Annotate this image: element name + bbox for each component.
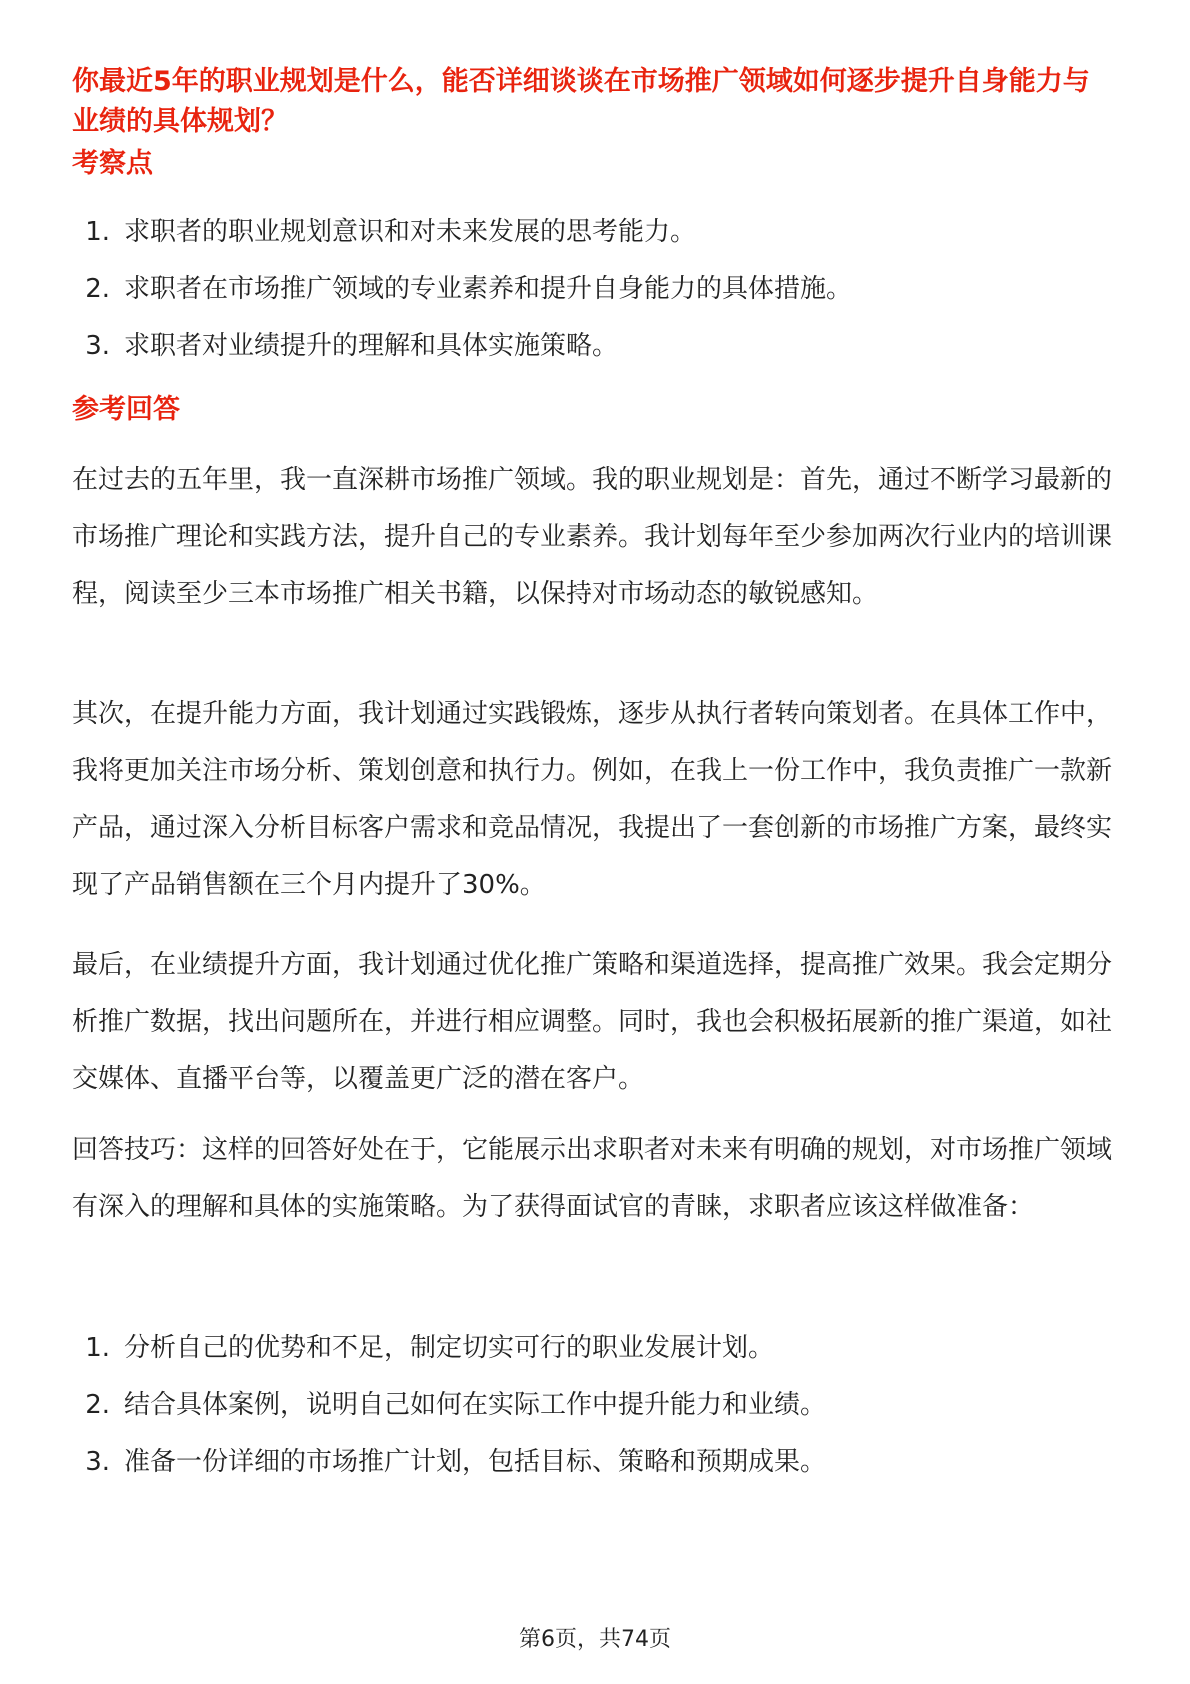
exam-points-title: 考察点 <box>72 148 153 179</box>
list-item <box>72 1328 1112 1385</box>
list-number: 1. <box>85 1333 110 1363</box>
list-number: 2. <box>85 1390 110 1420</box>
page-number: 第6页，共74页 <box>519 1627 671 1652</box>
exam-points-list <box>72 212 1112 383</box>
answer-paragraph: 在过去的五年里，我一直深耕市场推广领域。我的职业规划是：首先，通过不断学习最新的市场推广理论和实践方法，提升自己的专业素养。我计划每年至少参加两次行业内的培训课程，阅读至少三本市场推广相关书籍，以保持对市场动态的敏锐感知。 <box>72 465 1113 609</box>
tips-list <box>72 1328 1112 1499</box>
answer-paragraph: 其次，在提升能力方面，我计划通过实践锻炼，逐步从执行者转向策划者。在具体工作中，我将更加关注市场分析、策划创意和执行力。例如，在我上一份工作中，我负责推广一款新产品，通过深入分析目标客户需求和竞品情况，我提出了一套创新的市场推广方案，最终实现了产品销售额在三个月内提升了30%。 <box>72 699 1113 900</box>
reference-answer-title: 参考回答 <box>72 394 180 425</box>
list-item <box>72 326 1112 383</box>
list-number: 2. <box>85 274 110 304</box>
list-text: 准备一份详细的市场推广计划，包括目标、策略和预期成果。 <box>124 1447 827 1477</box>
list-item <box>72 269 1112 326</box>
list-number: 1. <box>85 217 110 247</box>
list-text: 求职者在市场推广领域的专业素养和提升自身能力的具体措施。 <box>124 274 853 304</box>
list-text: 求职者对业绩提升的理解和具体实施策略。 <box>124 331 619 361</box>
list-item <box>72 1385 1112 1442</box>
question-heading: 你最近5年的职业规划是什么，能否详细谈谈在市场推广领域如何逐步提升自身能力与业绩的具体规划？ <box>72 66 1090 137</box>
list-number: 3. <box>85 331 110 361</box>
list-number: 3. <box>85 1447 110 1477</box>
list-item <box>72 1442 1112 1499</box>
list-text: 结合具体案例，说明自己如何在实际工作中提升能力和业绩。 <box>124 1390 827 1420</box>
answer-tips-paragraph: 回答技巧：这样的回答好处在于，它能展示出求职者对未来有明确的规划，对市场推广领域有深入的理解和具体的实施策略。为了获得面试官的青睐，求职者应该这样做准备： <box>72 1135 1113 1222</box>
answer-paragraph: 最后，在业绩提升方面，我计划通过优化推广策略和渠道选择，提高推广效果。我会定期分析推广数据，找出问题所在，并进行相应调整。同时，我也会积极拓展新的推广渠道，如社交媒体、直播平台等，以覆盖更广泛的潜在客户。 <box>72 950 1113 1094</box>
list-item <box>72 212 1112 269</box>
list-text: 分析自己的优势和不足，制定切实可行的职业发展计划。 <box>124 1333 775 1363</box>
list-text: 求职者的职业规划意识和对未来发展的思考能力。 <box>124 217 697 247</box>
